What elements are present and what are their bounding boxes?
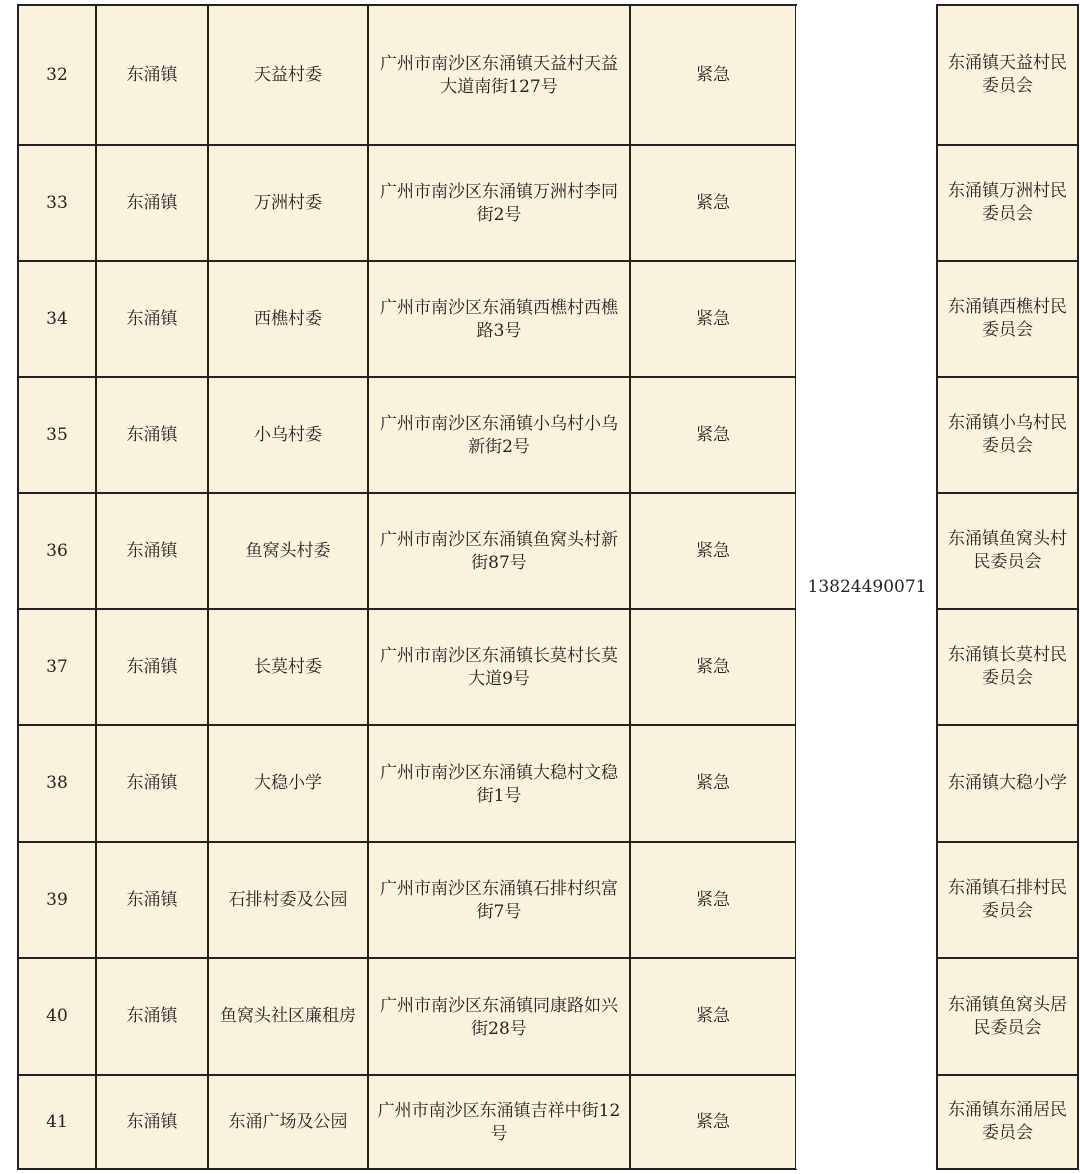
cell-unit-text: 东涌镇长莫村民委员会	[948, 645, 1067, 688]
cell-unit-text: 东涌镇石排村民委员会	[948, 878, 1067, 921]
phone-cell	[796, 5, 938, 1169]
cell-no-text: 37	[46, 656, 68, 677]
cell-unit-text: 东涌镇万洲村民委员会	[948, 181, 1067, 224]
cell-town-text: 东涌镇	[126, 1006, 178, 1026]
cell-address	[369, 146, 631, 262]
cell-town-text: 东涌镇	[126, 656, 178, 677]
cell-address-text: 广州市南沙区东涌镇鱼窝头村新街87号	[380, 530, 618, 573]
cell-level	[631, 146, 797, 262]
cell-address-text: 广州市南沙区东涌镇石排村织富街7号	[380, 879, 618, 922]
cell-town-text: 东涌镇	[126, 1111, 178, 1132]
cell-site-text: 小乌村委	[254, 424, 322, 445]
cell-site-text: 西樵村委	[254, 308, 322, 329]
cell-site-text: 长莫村委	[254, 656, 322, 677]
cell-level	[631, 262, 797, 378]
cell-town	[97, 843, 209, 959]
cell-no-text: 32	[46, 64, 68, 85]
cell-address-text: 广州市南沙区东涌镇大稳村文稳街1号	[380, 763, 618, 806]
phone-number: 13824490071	[807, 577, 927, 597]
cell-address-text: 广州市南沙区东涌镇小乌村小乌新街2号	[380, 414, 618, 457]
cell-unit-text: 东涌镇大稳小学	[948, 773, 1067, 793]
cell-level-text: 紧急	[696, 889, 730, 910]
cell-unit	[938, 494, 1079, 610]
cell-no	[19, 378, 97, 494]
cell-level-text: 紧急	[696, 308, 730, 329]
cell-address	[369, 843, 631, 959]
table-unit-left-border	[936, 4, 938, 1170]
cell-site	[209, 726, 369, 843]
cell-no-text: 40	[46, 1006, 68, 1026]
cell-no-text: 36	[46, 540, 68, 561]
cell-town-text: 东涌镇	[126, 308, 178, 329]
cell-address-text: 广州市南沙区东涌镇天益村天益大道南街127号	[380, 54, 618, 97]
cell-no	[19, 959, 97, 1076]
cell-town	[97, 1076, 209, 1170]
cell-address-text: 广州市南沙区东涌镇西樵村西樵路3号	[380, 298, 618, 341]
cell-level-text: 紧急	[696, 1111, 730, 1132]
cell-site-text: 天益村委	[254, 64, 322, 85]
cell-address-text: 广州市南沙区东涌镇万洲村李同街2号	[380, 182, 618, 225]
cell-address	[369, 610, 631, 726]
cell-address	[369, 378, 631, 494]
cell-no	[19, 843, 97, 959]
cell-town-text: 东涌镇	[126, 64, 178, 85]
cell-address	[369, 726, 631, 843]
cell-town	[97, 494, 209, 610]
cell-no	[19, 494, 97, 610]
cell-no	[19, 610, 97, 726]
cell-address	[369, 1076, 631, 1170]
cell-site	[209, 610, 369, 726]
cell-site-text: 万洲村委	[254, 192, 322, 213]
cell-address-text: 广州市南沙区东涌镇吉祥中街12号	[377, 1101, 621, 1144]
cell-unit	[938, 843, 1079, 959]
cell-town	[97, 262, 209, 378]
cell-level-text: 紧急	[696, 773, 730, 793]
cell-site	[209, 378, 369, 494]
cell-level-text: 紧急	[696, 656, 730, 677]
cell-no-text: 35	[46, 424, 68, 445]
cell-no	[19, 146, 97, 262]
cell-town	[97, 146, 209, 262]
cell-address	[369, 959, 631, 1076]
cell-town-text: 东涌镇	[126, 889, 178, 910]
cell-site	[209, 1076, 369, 1170]
cell-site-text: 鱼窝头社区廉租房	[220, 1006, 356, 1026]
cell-no	[19, 1076, 97, 1170]
cell-unit	[938, 6, 1079, 146]
cell-town	[97, 959, 209, 1076]
cell-site-text: 大稳小学	[254, 773, 322, 793]
cell-town	[97, 6, 209, 146]
cell-level	[631, 726, 797, 843]
cell-unit	[938, 610, 1079, 726]
cell-address	[369, 262, 631, 378]
cell-no-text: 41	[46, 1111, 68, 1132]
cell-level	[631, 610, 797, 726]
cell-unit-text: 东涌镇东涌居民委员会	[948, 1100, 1067, 1143]
cell-site	[209, 494, 369, 610]
cell-no-text: 33	[46, 192, 68, 213]
cell-unit-text: 东涌镇天益村民委员会	[948, 53, 1067, 96]
cell-level-text: 紧急	[696, 192, 730, 213]
cell-no-text: 38	[46, 773, 68, 793]
cell-level-text: 紧急	[696, 64, 730, 85]
cell-unit-text: 东涌镇鱼窝头村民委员会	[948, 529, 1067, 572]
cell-site	[209, 843, 369, 959]
cell-town	[97, 378, 209, 494]
cell-site	[209, 146, 369, 262]
cell-town	[97, 610, 209, 726]
cell-level	[631, 1076, 797, 1170]
cell-level-text: 紧急	[696, 1006, 730, 1026]
cell-level	[631, 378, 797, 494]
cell-unit	[938, 959, 1079, 1076]
cell-level	[631, 6, 797, 146]
cell-level	[631, 959, 797, 1076]
cell-site	[209, 959, 369, 1076]
cell-town-text: 东涌镇	[126, 424, 178, 445]
cell-site-text: 东涌广场及公园	[228, 1111, 348, 1132]
cell-address	[369, 6, 631, 146]
cell-no	[19, 726, 97, 843]
cell-unit-text: 东涌镇西樵村民委员会	[948, 297, 1067, 340]
cell-level	[631, 843, 797, 959]
table-top-border-right	[937, 4, 1079, 6]
cell-town	[97, 726, 209, 843]
cell-unit-text: 东涌镇鱼窝头居民委员会	[948, 994, 1067, 1038]
cell-town-text: 东涌镇	[126, 192, 178, 213]
cell-level-text: 紧急	[696, 424, 730, 445]
cell-level-text: 紧急	[696, 540, 730, 561]
cell-unit	[938, 1076, 1079, 1170]
cell-site-text: 石排村委及公园	[228, 889, 348, 910]
cell-site-text: 鱼窝头村委	[245, 540, 331, 561]
table-top-border	[19, 4, 797, 6]
cell-unit	[938, 146, 1079, 262]
cell-town-text: 东涌镇	[126, 540, 178, 561]
cell-no-text: 39	[46, 889, 68, 910]
cell-address	[369, 494, 631, 610]
cell-no	[19, 262, 97, 378]
cell-site	[209, 262, 369, 378]
cell-address-text: 广州市南沙区东涌镇长莫村长莫大道9号	[380, 646, 618, 689]
cell-unit-text: 东涌镇小乌村民委员会	[948, 413, 1067, 456]
cell-no	[19, 6, 97, 146]
cell-site	[209, 6, 369, 146]
table-left-border	[17, 4, 19, 1170]
cell-unit	[938, 262, 1079, 378]
cell-level	[631, 494, 797, 610]
cell-unit	[938, 378, 1079, 494]
cell-unit	[938, 726, 1079, 843]
cell-no-text: 34	[46, 308, 68, 329]
cell-address-text: 广州市南沙区东涌镇同康路如兴街28号	[380, 996, 618, 1039]
cell-town-text: 东涌镇	[126, 773, 178, 793]
